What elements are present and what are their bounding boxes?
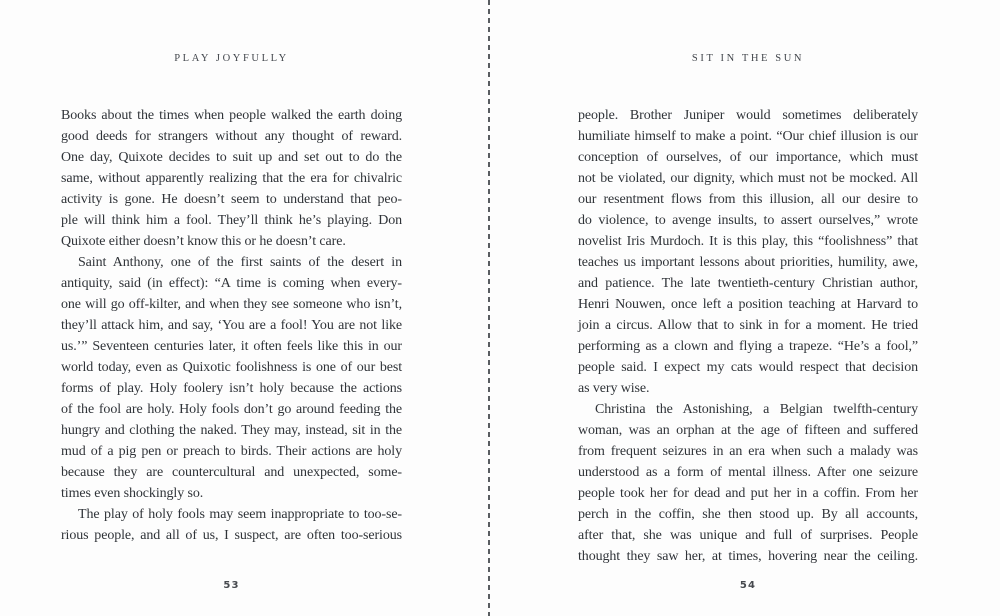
text-line: people took her for dead and put her in a coffin. From her bbox=[578, 486, 918, 501]
text-line: Quixote either doesn’t know this or he doesn’t care. bbox=[61, 234, 346, 249]
text-line: after that, she was unique and full of surprises. People bbox=[578, 528, 918, 543]
running-header-left: PLAY JOYFULLY bbox=[174, 53, 289, 64]
text-line: do violence, to avenge insults, to assert ourselves,” wrote bbox=[578, 213, 918, 228]
text-line: conception of ourselves, of our importance, which must bbox=[578, 150, 918, 165]
text-line: antiquity, said (in effect): “A time is coming when every- bbox=[61, 276, 402, 291]
text-line: us.’” Seventeen centuries later, it often feels like this in our bbox=[61, 339, 402, 354]
text-line: same, without apparently realizing that the era for chivalric bbox=[61, 171, 402, 186]
running-header-right: SIT IN THE SUN bbox=[691, 53, 805, 64]
text-line: one will go off-kilter, and when they see someone who isn’t, bbox=[61, 297, 402, 312]
text-line: ple will think him a fool. They’ll think he’s playing. Don bbox=[61, 213, 402, 228]
text-line: our resentment flows from this illusion, all our desire to bbox=[578, 192, 918, 207]
text-line: good deeds for strangers without any thought of reward. bbox=[61, 129, 402, 144]
text-line: of the fool are holy. Holy fools don’t go around feeding the bbox=[61, 402, 402, 417]
text-line: teaches us important lessons about priorities, humility, awe, bbox=[578, 255, 918, 270]
page-right bbox=[490, 0, 1000, 616]
text-line: from frequent seizures in an era when such a malady was bbox=[578, 444, 918, 459]
text-line: hungry and clothing the naked. They may, instead, sit in the bbox=[61, 423, 402, 438]
text-line: perch in the coffin, she then stood up. By all accounts, bbox=[578, 507, 918, 522]
text-line: times even shockingly so. bbox=[61, 486, 204, 501]
text-line: they’ll attack him, and say, ‘You are a fool! You are not like bbox=[61, 318, 402, 333]
text-line: Henri Nouwen, once left a position teaching at Harvard to bbox=[578, 297, 918, 312]
text-line: as very wise. bbox=[578, 381, 650, 396]
text-line: activity is gone. He doesn’t seem to understand that peo- bbox=[61, 192, 402, 207]
text-line: Books about the times when people walked the earth doing bbox=[61, 108, 402, 123]
text-line: Christina the Astonishing, a Belgian twelfth-century bbox=[595, 402, 918, 417]
text-line: understood as a form of mental illness. After one seizure bbox=[578, 465, 918, 480]
page-left bbox=[0, 0, 488, 616]
text-line: join a circus. Allow that to sink in for a moment. He tried bbox=[578, 318, 918, 333]
text-line: world today, even as Quixotic foolishness is one of our best bbox=[61, 360, 402, 375]
text-line: rious people, and all of us, I suspect, are often too-serious bbox=[61, 528, 402, 543]
text-line: forms of play. Holy foolery isn’t holy because the actions bbox=[61, 381, 402, 396]
text-line: humiliate himself to make a point. “Our chief illusion is our bbox=[578, 129, 918, 144]
text-line: people said. I expect my cats would respect that decision bbox=[578, 360, 918, 375]
text-line: because they are countercultural and unexpected, some- bbox=[61, 465, 402, 480]
text-line: mud of a pig pen or preach to birds. Their actions are holy bbox=[61, 444, 402, 459]
body-text-left bbox=[61, 105, 402, 546]
text-line: One day, Quixote decides to suit up and set out to do the bbox=[61, 150, 402, 165]
text-line: and patience. The late twentieth-century Christian author, bbox=[578, 276, 918, 291]
page-number-right: 54 bbox=[739, 580, 757, 591]
text-line: Saint Anthony, one of the first saints of the desert in bbox=[78, 255, 402, 270]
text-line: novelist Iris Murdoch. It is this play, this “foolishness” that bbox=[578, 234, 918, 249]
text-line: The play of holy fools may seem inappropriate to too-se- bbox=[78, 507, 402, 522]
text-line: people. Brother Juniper would sometimes deliberately bbox=[578, 108, 918, 123]
text-line: not be violated, our dignity, which must not be mocked. All bbox=[578, 171, 918, 186]
text-line: woman, was an orphan at the age of fifteen and suffered bbox=[578, 423, 918, 438]
text-line: performing as a clown and flying a trapeze. “He’s a fool,” bbox=[578, 339, 918, 354]
body-text-right bbox=[578, 105, 918, 567]
text-line: thought they saw her, at times, hovering near the ceiling. bbox=[578, 549, 918, 564]
page-number-left: 53 bbox=[223, 580, 240, 591]
